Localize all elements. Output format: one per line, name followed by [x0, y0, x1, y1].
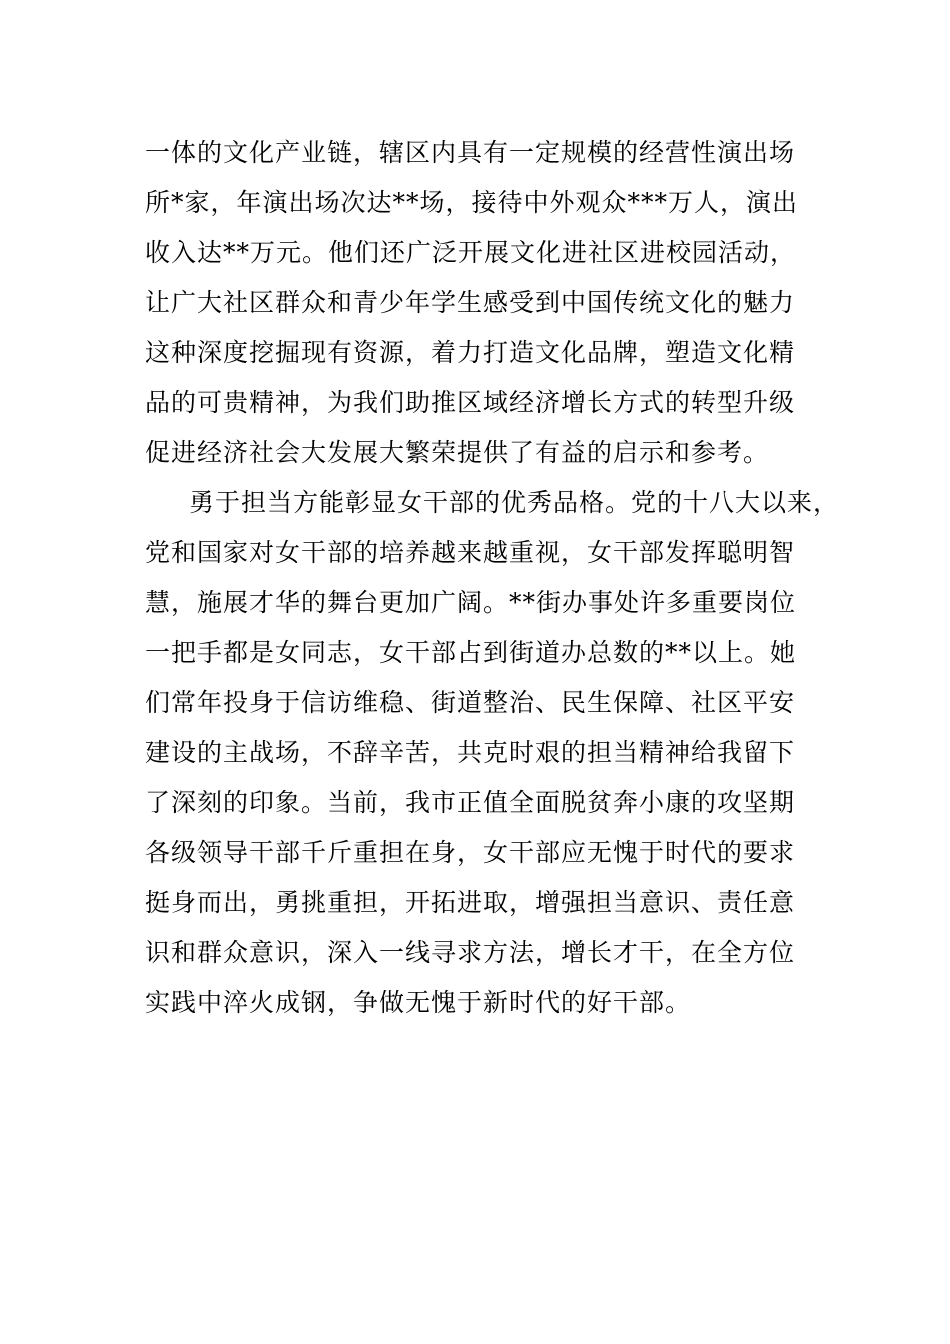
text-line: 一体的文化产业链，辖区内具有一定规模的经营性演出场	[145, 138, 796, 167]
body-text	[145, 128, 845, 1028]
text-line: 促进经济社会大发展大繁荣提供了有益的启示和参考。	[145, 438, 770, 467]
text-line: 了深刻的印象。当前，我市正值全面脱贫奔小康的攻坚期	[145, 788, 796, 817]
text-line: 识和群众意识，深入一线寻求方法，增长才干，在全方位	[145, 938, 796, 967]
text-line: 各级领导干部千斤重担在身，女干部应无愧于时代的要求	[145, 838, 796, 867]
text-line: 让广大社区群众和青少年学生感受到中国传统文化的魅力	[145, 288, 796, 317]
text-line: 挺身而出，勇挑重担，开拓进取，增强担当意识、责任意	[145, 888, 796, 917]
paragraph-start-line: 勇于担当方能彰显女干部的优秀品格。党的十八大以来，	[189, 488, 840, 517]
text-line: 慧，施展才华的舞台更加广阔。**街办事处许多重要岗位	[145, 588, 797, 617]
text-line: 们常年投身于信访维稳、街道整治、民生保障、社区平安	[145, 688, 796, 717]
text-line: 建设的主战场，不辞辛苦，共克时艰的担当精神给我留下	[145, 738, 796, 767]
text-line: 品的可贵精神，为我们助推区域经济增长方式的转型升级	[145, 388, 796, 417]
text-line: 收入达**万元。他们还广泛开展文化进社区进校园活动，	[145, 238, 797, 267]
text-line: 一把手都是女同志，女干部占到街道办总数的**以上。她	[145, 638, 797, 667]
text-line: 实践中淬火成钢，争做无愧于新时代的好干部。	[145, 988, 692, 1017]
text-line: 这种深度挖掘现有资源，着力打造文化品牌，塑造文化精	[145, 338, 796, 367]
text-line: 所*家，年演出场次达**场，接待中外观众***万人，演出	[145, 188, 799, 217]
text-line: 党和国家对女干部的培养越来越重视，女干部发挥聪明智	[145, 538, 796, 567]
